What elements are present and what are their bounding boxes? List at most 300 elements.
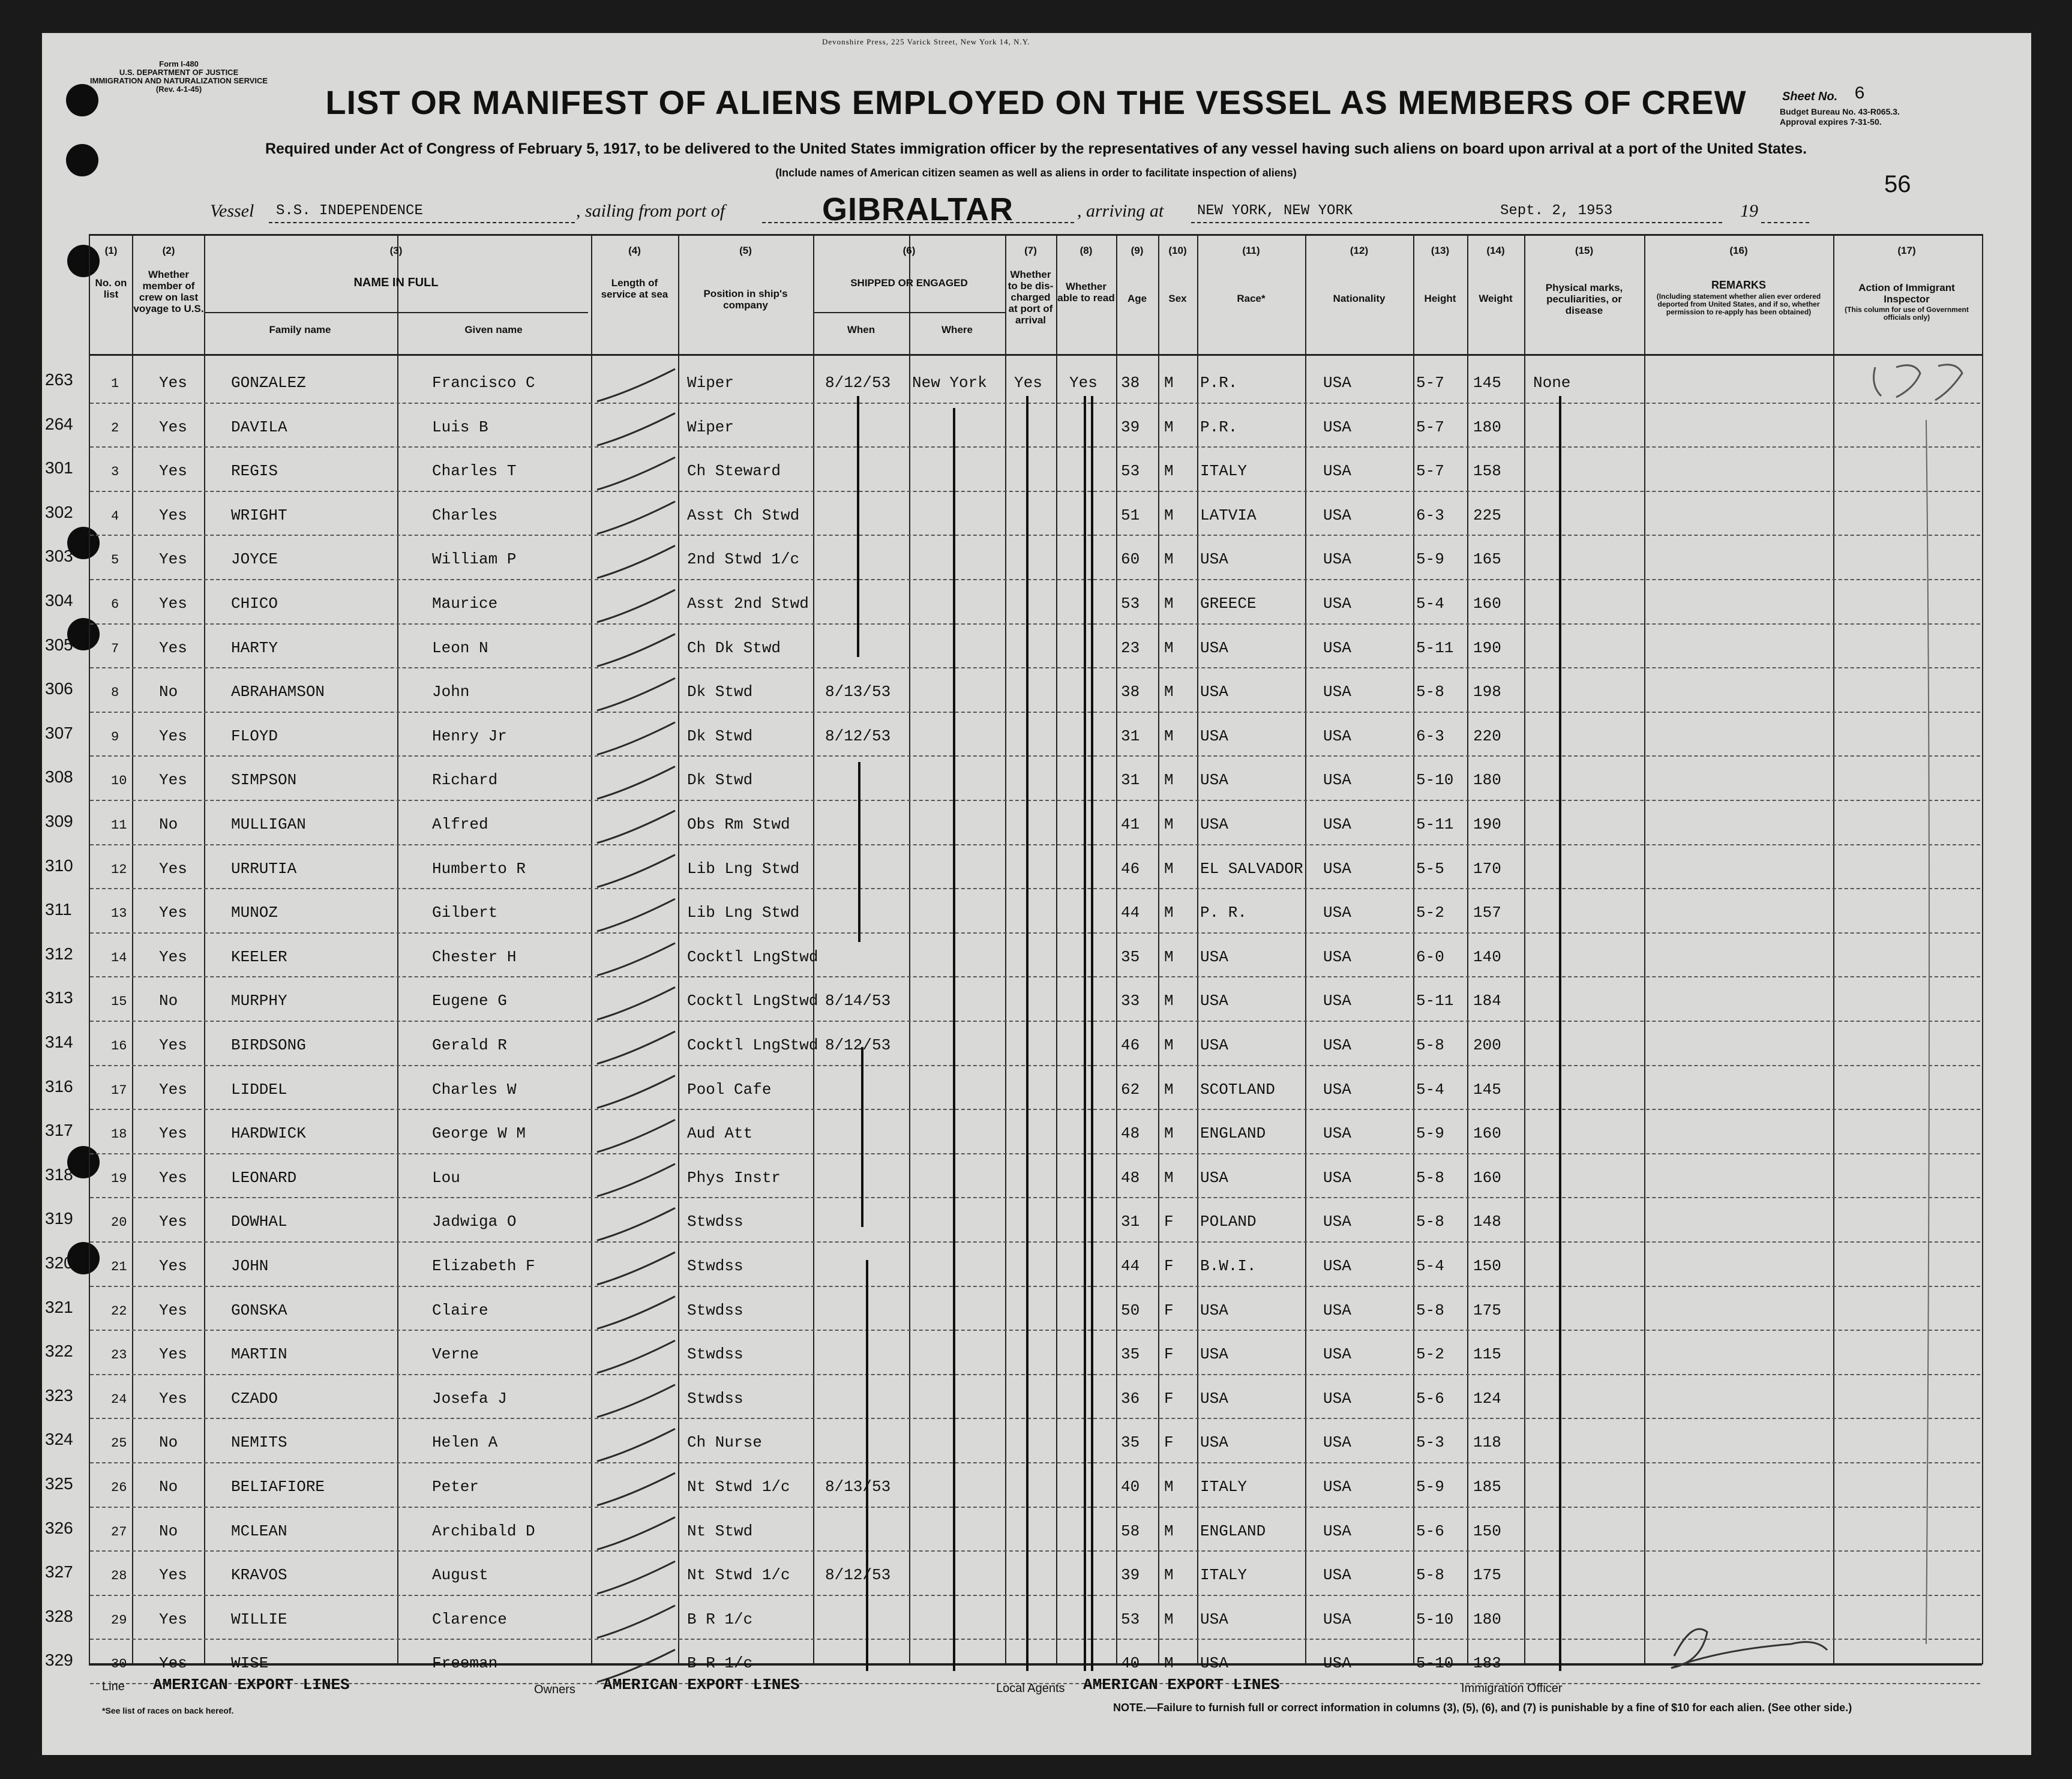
cell-weight: 165 xyxy=(1473,550,1501,569)
cell-age: 33 xyxy=(1121,992,1140,1010)
cell-list-number: 14 xyxy=(111,950,127,965)
cell-race: B.W.I. xyxy=(1200,1257,1257,1275)
cell-list-number: 10 xyxy=(111,773,127,789)
cell-given-name: Francisco C xyxy=(432,374,535,392)
cell-shipped-when: 8/14/53 xyxy=(825,992,891,1010)
service-tick-mark xyxy=(597,943,675,976)
cell-height: 5-4 xyxy=(1416,595,1444,613)
cell-sex: M xyxy=(1164,771,1174,790)
service-tick-mark xyxy=(597,1297,675,1329)
cell-race: ITALY xyxy=(1200,1566,1248,1585)
col-num-11: (11) xyxy=(1242,245,1260,256)
cell-last-voyage: Yes xyxy=(159,1080,187,1099)
cell-race: LATVIA xyxy=(1200,506,1257,524)
cell-family-name: CHICO xyxy=(231,595,278,613)
cell-nationality: USA xyxy=(1323,727,1351,745)
cell-nationality: USA xyxy=(1323,859,1351,878)
cell-age: 39 xyxy=(1121,1566,1140,1585)
cell-nationality: USA xyxy=(1323,638,1351,657)
cell-weight: 148 xyxy=(1473,1213,1501,1231)
col-header-physical-marks: Physical marks, peculiarities, or disease xyxy=(1545,282,1623,316)
sequence-number: 326 xyxy=(45,1518,73,1537)
cell-position: Nt Stwd 1/c xyxy=(687,1478,790,1496)
local-agents: AMERICAN EXPORT LINES xyxy=(1083,1676,1280,1694)
cell-race: POLAND xyxy=(1200,1213,1257,1231)
service-tick-mark xyxy=(597,590,675,622)
col-header-given-name: Given name xyxy=(464,324,523,335)
col-num-3: (3) xyxy=(389,245,403,256)
cell-position: Ch Dk Stwd xyxy=(687,638,781,657)
sheet-label: Sheet No. xyxy=(1782,90,1838,103)
cell-position: Stwdss xyxy=(687,1213,743,1231)
cell-given-name: John xyxy=(432,683,470,701)
cell-height: 5-9 xyxy=(1416,1478,1444,1496)
cell-race: USA xyxy=(1200,1345,1228,1364)
cell-list-number: 30 xyxy=(111,1657,127,1672)
sequence-number: 327 xyxy=(45,1562,73,1582)
cell-family-name: KEELER xyxy=(231,947,287,966)
cell-weight: 145 xyxy=(1473,374,1501,392)
cell-weight: 180 xyxy=(1473,1610,1501,1628)
statute-text: Required under Act of Congress of February 5, 1917, to be delivered to the United States immigration officer by the representatives of any vessel having such aliens on board upon arrival at a port of the United States. xyxy=(265,140,1807,157)
cell-list-number: 11 xyxy=(111,818,127,833)
cell-given-name: Gilbert xyxy=(432,904,498,922)
col-num-10: (10) xyxy=(1168,245,1187,256)
cell-shipped-when: 8/13/53 xyxy=(825,683,891,701)
cell-weight: 190 xyxy=(1473,815,1501,833)
cell-last-voyage: No xyxy=(159,815,178,833)
cell-nationality: USA xyxy=(1323,374,1351,392)
sequence-number: 309 xyxy=(45,812,73,830)
sequence-number: 310 xyxy=(45,856,73,875)
col-num-8: (8) xyxy=(1080,245,1093,256)
cell-family-name: HARTY xyxy=(231,638,278,657)
col-header-where: Where xyxy=(941,324,973,335)
cell-given-name: William P xyxy=(432,550,517,569)
service-tick-mark xyxy=(597,1340,675,1373)
cell-family-name: MULLIGAN xyxy=(231,815,306,833)
cell-list-number: 1 xyxy=(111,376,119,391)
col-header-position: Position in ship's company xyxy=(703,288,788,311)
approval-expiry: Approval expires 7-31-50. xyxy=(1780,117,1882,127)
cell-race: P. R. xyxy=(1200,904,1248,922)
sequence-number: 317 xyxy=(45,1121,73,1140)
col-header-family-name: Family name xyxy=(269,324,331,335)
cell-family-name: SIMPSON xyxy=(231,771,297,790)
cell-sex: M xyxy=(1164,1080,1174,1099)
cell-last-voyage: Yes xyxy=(159,1389,187,1408)
cell-family-name: MARTIN xyxy=(231,1345,287,1364)
service-tick-mark xyxy=(597,811,675,843)
cell-weight: 158 xyxy=(1473,462,1501,481)
cell-family-name: NEMITS xyxy=(231,1433,287,1452)
service-tick-mark xyxy=(597,1517,675,1550)
cell-weight: 180 xyxy=(1473,771,1501,790)
cell-given-name: Jadwiga O xyxy=(432,1213,517,1231)
cell-sex: F xyxy=(1164,1433,1174,1452)
officer-label: Immigration Officer xyxy=(1461,1682,1563,1695)
cell-position: Stwdss xyxy=(687,1301,743,1319)
cell-shipped-when: 8/13/53 xyxy=(825,1478,891,1496)
col-header-nationality: Nationality xyxy=(1333,293,1386,304)
sailing-label: , sailing from port of xyxy=(576,201,725,221)
cell-height: 5-9 xyxy=(1416,550,1444,569)
cell-last-voyage: Yes xyxy=(159,638,187,657)
cell-age: 23 xyxy=(1121,638,1140,657)
col-header-shipped: SHIPPED OR ENGAGED xyxy=(850,277,968,289)
cell-race: USA xyxy=(1200,550,1228,569)
col-num-4: (4) xyxy=(628,245,641,256)
cell-list-number: 15 xyxy=(111,994,127,1010)
service-tick-mark xyxy=(597,502,675,534)
cell-position: Ch Nurse xyxy=(687,1433,762,1452)
cell-nationality: USA xyxy=(1323,683,1351,701)
service-tick-mark xyxy=(597,1429,675,1461)
cell-position: Asst Ch Stwd xyxy=(687,506,800,524)
cell-height: 6-0 xyxy=(1416,947,1444,966)
cell-weight: 185 xyxy=(1473,1478,1501,1496)
cell-age: 48 xyxy=(1121,1168,1140,1187)
cell-nationality: USA xyxy=(1323,1036,1351,1054)
sequence-number: 319 xyxy=(45,1209,73,1228)
cell-last-voyage: Yes xyxy=(159,1301,187,1319)
sequence-number: 305 xyxy=(45,635,73,654)
cell-height: 5-8 xyxy=(1416,1566,1444,1585)
cell-list-number: 9 xyxy=(111,729,119,745)
arrival-date: Sept. 2, 1953 xyxy=(1500,203,1613,219)
cell-sex: M xyxy=(1164,638,1174,657)
cell-age: 58 xyxy=(1121,1522,1140,1540)
cell-weight: 150 xyxy=(1473,1257,1501,1275)
cell-weight: 183 xyxy=(1473,1654,1501,1673)
cell-nationality: USA xyxy=(1323,462,1351,481)
cell-race: ITALY xyxy=(1200,462,1248,481)
cell-given-name: Humberto R xyxy=(432,859,526,878)
cell-last-voyage: Yes xyxy=(159,595,187,613)
sequence-number: 316 xyxy=(45,1076,73,1096)
cell-nationality: USA xyxy=(1323,1257,1351,1275)
cell-race: USA xyxy=(1200,1610,1228,1628)
sequence-number: 263 xyxy=(45,370,73,389)
cell-given-name: Helen A xyxy=(432,1433,498,1452)
cell-list-number: 6 xyxy=(111,597,119,612)
cell-race: EL SALVADOR xyxy=(1200,859,1303,878)
cell-nationality: USA xyxy=(1323,1124,1351,1143)
cell-last-voyage: Yes xyxy=(159,1168,187,1187)
cell-list-number: 29 xyxy=(111,1612,127,1628)
cell-race: USA xyxy=(1200,727,1228,745)
cell-weight: 170 xyxy=(1473,859,1501,878)
cell-given-name: Gerald R xyxy=(432,1036,507,1054)
cell-position: Asst 2nd Stwd xyxy=(687,595,809,613)
cell-age: 46 xyxy=(1121,859,1140,878)
col-num-2: (2) xyxy=(162,245,175,256)
cell-weight: 175 xyxy=(1473,1301,1501,1319)
cell-age: 31 xyxy=(1121,1213,1140,1231)
cell-age: 53 xyxy=(1121,1610,1140,1628)
col-header-name: NAME IN FULL xyxy=(353,276,439,289)
cell-age: 41 xyxy=(1121,815,1140,833)
cell-age: 35 xyxy=(1121,1345,1140,1364)
cell-weight: 200 xyxy=(1473,1036,1501,1054)
cell-family-name: ABRAHAMSON xyxy=(231,683,325,701)
cell-nationality: USA xyxy=(1323,1301,1351,1319)
cell-last-voyage: No xyxy=(159,992,178,1010)
cell-last-voyage: Yes xyxy=(159,859,187,878)
cell-list-number: 7 xyxy=(111,641,119,656)
cell-given-name: Eugene G xyxy=(432,992,507,1010)
cell-position: Stwdss xyxy=(687,1345,743,1364)
cell-discharged: Yes xyxy=(1014,374,1042,392)
cell-age: 35 xyxy=(1121,947,1140,966)
cell-sex: M xyxy=(1164,1036,1174,1054)
cell-age: 38 xyxy=(1121,683,1140,701)
cell-last-voyage: Yes xyxy=(159,418,187,436)
cell-family-name: FLOYD xyxy=(231,727,278,745)
cell-weight: 220 xyxy=(1473,727,1501,745)
cell-last-voyage: Yes xyxy=(159,727,187,745)
cell-list-number: 24 xyxy=(111,1391,127,1407)
cell-weight: 180 xyxy=(1473,418,1501,436)
cell-sex: M xyxy=(1164,1654,1174,1673)
sequence-number: 311 xyxy=(45,900,72,919)
form-number: Form I-480 xyxy=(159,59,199,68)
cell-position: Pool Cafe xyxy=(687,1080,772,1099)
cell-given-name: Henry Jr xyxy=(432,727,507,745)
cell-height: 5-10 xyxy=(1416,771,1454,790)
arrival-port: NEW YORK, NEW YORK xyxy=(1197,203,1353,219)
cell-weight: 160 xyxy=(1473,595,1501,613)
cell-race: ITALY xyxy=(1200,1478,1248,1496)
col-header-when: When xyxy=(847,324,875,335)
cell-nationality: USA xyxy=(1323,1213,1351,1231)
owners: AMERICAN EXPORT LINES xyxy=(603,1676,800,1694)
cell-height: 5-11 xyxy=(1416,815,1454,833)
cell-sex: M xyxy=(1164,550,1174,569)
sequence-number: 323 xyxy=(45,1385,73,1405)
cell-family-name: URRUTIA xyxy=(231,859,297,878)
cell-sex: M xyxy=(1164,506,1174,524)
cell-weight: 225 xyxy=(1473,506,1501,524)
cell-weight: 145 xyxy=(1473,1080,1501,1099)
vessel-name: S.S. INDEPENDENCE xyxy=(276,203,423,219)
cell-list-number: 22 xyxy=(111,1303,127,1319)
cell-sex: F xyxy=(1164,1389,1174,1408)
cell-list-number: 23 xyxy=(111,1348,127,1363)
cell-nationality: USA xyxy=(1323,1389,1351,1408)
sequence-number: 308 xyxy=(45,767,73,787)
cell-last-voyage: Yes xyxy=(159,1345,187,1364)
cell-race: USA xyxy=(1200,947,1228,966)
col-num-13: (13) xyxy=(1431,245,1450,256)
cell-able-to-read: Yes xyxy=(1069,374,1098,392)
cell-given-name: Clarence xyxy=(432,1610,507,1628)
officer-signature xyxy=(1671,1629,1827,1668)
col-num-14: (14) xyxy=(1486,245,1505,256)
cell-family-name: BELIAFIORE xyxy=(231,1478,325,1496)
cell-nationality: USA xyxy=(1323,771,1351,790)
cell-family-name: LEONARD xyxy=(231,1168,297,1187)
cell-family-name: CZADO xyxy=(231,1389,278,1408)
cell-family-name: WISE xyxy=(231,1654,269,1673)
cell-position: Nt Stwd xyxy=(687,1522,753,1540)
cell-position: B R 1/c xyxy=(687,1610,753,1628)
cell-shipped-when: 8/12/53 xyxy=(825,1566,891,1585)
arriving-label: , arriving at xyxy=(1077,201,1164,221)
col-header-able-to-read: Whether able to read xyxy=(1057,281,1115,304)
cell-race: USA xyxy=(1200,1168,1228,1187)
inspector-initials xyxy=(1874,365,1962,400)
cell-age: 44 xyxy=(1121,1257,1140,1275)
cell-sex: F xyxy=(1164,1213,1174,1231)
cell-list-number: 4 xyxy=(111,508,119,524)
sequence-number: 303 xyxy=(45,547,73,566)
cell-height: 5-11 xyxy=(1416,638,1454,657)
cell-age: 40 xyxy=(1121,1654,1140,1673)
service-tick-mark xyxy=(597,457,675,490)
cell-height: 5-7 xyxy=(1416,462,1444,481)
cell-family-name: LIDDEL xyxy=(231,1080,287,1099)
cell-age: 31 xyxy=(1121,771,1140,790)
sequence-number: 328 xyxy=(45,1606,73,1625)
cell-shipped-where: New York xyxy=(912,374,987,392)
cell-race: GREECE xyxy=(1200,595,1257,613)
cell-last-voyage: Yes xyxy=(159,1654,187,1673)
agents-label: Local Agents xyxy=(996,1682,1065,1695)
cell-height: 5-2 xyxy=(1416,1345,1444,1364)
service-tick-mark xyxy=(597,1208,675,1240)
cell-list-number: 3 xyxy=(111,464,119,480)
penalty-note: NOTE.—Failure to furnish full or correct information in columns (3), (5), (6), and (7) is punishable by a fine of $10 for each alien. (See other side.) xyxy=(1113,1702,1852,1714)
cell-race: USA xyxy=(1200,771,1228,790)
cell-height: 5-10 xyxy=(1416,1654,1454,1673)
cell-given-name: Leon N xyxy=(432,638,488,657)
sequence-number: 312 xyxy=(45,944,73,963)
cell-list-number: 25 xyxy=(111,1436,127,1451)
cell-sex: M xyxy=(1164,595,1174,613)
service-tick-mark xyxy=(597,1561,675,1594)
cell-last-voyage: Yes xyxy=(159,374,187,392)
cell-weight: 190 xyxy=(1473,638,1501,657)
cell-family-name: DOWHAL xyxy=(231,1213,287,1231)
col-header-inspector-note: (This column for use of Government officials only) xyxy=(1845,305,1969,322)
cell-sex: F xyxy=(1164,1301,1174,1319)
printer-line: Devonshire Press, 225 Varick Street, New York 14, N.Y. xyxy=(822,37,1030,46)
cell-nationality: USA xyxy=(1323,992,1351,1010)
sequence-number: 321 xyxy=(45,1297,73,1316)
col-header-sex: Sex xyxy=(1168,293,1187,304)
instruction-text: (Include names of American citizen seamen as well as aliens in order to facilitate inspection of aliens) xyxy=(775,167,1297,179)
cell-last-voyage: Yes xyxy=(159,550,187,569)
cell-given-name: Charles T xyxy=(432,462,517,481)
cell-sex: M xyxy=(1164,815,1174,833)
cell-age: 39 xyxy=(1121,418,1140,436)
cell-list-number: 18 xyxy=(111,1127,127,1142)
cell-position: Lib Lng Stwd xyxy=(687,859,800,878)
cell-weight: 157 xyxy=(1473,904,1501,922)
col-num-7: (7) xyxy=(1024,245,1037,256)
cell-given-name: Peter xyxy=(432,1478,479,1496)
col-header-height: Height xyxy=(1424,293,1456,304)
cell-position: Cocktl LngStwd xyxy=(687,947,818,966)
cell-list-number: 21 xyxy=(111,1259,127,1274)
service-tick-mark xyxy=(597,1606,675,1638)
col-header-discharged: Whether to be dis-charged at port of arrival xyxy=(1007,269,1054,326)
cell-sex: M xyxy=(1164,462,1174,481)
budget-number: Budget Bureau No. 43-R065.3. xyxy=(1780,107,1900,116)
sequence-number: 322 xyxy=(45,1342,73,1361)
cell-nationality: USA xyxy=(1323,418,1351,436)
cell-family-name: HARDWICK xyxy=(231,1124,306,1143)
cell-age: 50 xyxy=(1121,1301,1140,1319)
service-tick-mark xyxy=(597,634,675,667)
cell-last-voyage: Yes xyxy=(159,947,187,966)
year-label: 19 xyxy=(1740,201,1758,221)
cell-sex: M xyxy=(1164,727,1174,745)
cell-last-voyage: Yes xyxy=(159,462,187,481)
cell-race: USA xyxy=(1200,1036,1228,1054)
cell-family-name: DAVILA xyxy=(231,418,287,436)
cell-weight: 124 xyxy=(1473,1389,1501,1408)
cell-list-number: 26 xyxy=(111,1480,127,1495)
cell-sex: M xyxy=(1164,992,1174,1010)
service-tick-mark xyxy=(597,766,675,799)
col-num-5: (5) xyxy=(739,245,752,256)
cell-height: 5-2 xyxy=(1416,904,1444,922)
cell-family-name: REGIS xyxy=(231,462,278,481)
cell-last-voyage: Yes xyxy=(159,904,187,922)
cell-weight: 150 xyxy=(1473,1522,1501,1540)
cell-weight: 184 xyxy=(1473,992,1501,1010)
service-tick-mark xyxy=(597,899,675,931)
cell-given-name: Luis B xyxy=(432,418,488,436)
races-note: *See list of races on back hereof. xyxy=(102,1706,234,1715)
service-tick-mark xyxy=(597,1252,675,1285)
cell-age: 53 xyxy=(1121,595,1140,613)
service-tick-mark xyxy=(597,678,675,710)
cell-shipped-when: 8/12/53 xyxy=(825,727,891,745)
cell-position: Ch Steward xyxy=(687,462,781,481)
cell-position: Dk Stwd xyxy=(687,727,753,745)
cell-nationality: USA xyxy=(1323,550,1351,569)
service-tick-mark xyxy=(597,413,675,446)
cell-list-number: 2 xyxy=(111,420,119,436)
cell-given-name: George W M xyxy=(432,1124,526,1143)
cell-family-name: JOHN xyxy=(231,1257,269,1275)
cell-sex: M xyxy=(1164,1610,1174,1628)
cell-nationality: USA xyxy=(1323,595,1351,613)
service-tick-mark xyxy=(597,545,675,578)
revision: (Rev. 4-1-45) xyxy=(155,85,202,94)
cell-nationality: USA xyxy=(1323,904,1351,922)
cell-last-voyage: Yes xyxy=(159,1124,187,1143)
col-num-9: (9) xyxy=(1131,245,1144,256)
cell-sex: M xyxy=(1164,374,1174,392)
cell-height: 5-8 xyxy=(1416,683,1444,701)
cell-list-number: 17 xyxy=(111,1082,127,1098)
cell-weight: 198 xyxy=(1473,683,1501,701)
cell-given-name: Josefa J xyxy=(432,1389,507,1408)
service-tick-mark xyxy=(597,987,675,1019)
cell-height: 5-8 xyxy=(1416,1213,1444,1231)
cell-age: 62 xyxy=(1121,1080,1140,1099)
cell-last-voyage: Yes xyxy=(159,771,187,790)
cell-race: USA xyxy=(1200,683,1228,701)
cell-family-name: MUNOZ xyxy=(231,904,278,922)
cell-sex: M xyxy=(1164,1168,1174,1187)
col-header-length-service: Length of service at sea xyxy=(601,277,668,300)
cell-position: Cocktl LngStwd xyxy=(687,992,818,1010)
